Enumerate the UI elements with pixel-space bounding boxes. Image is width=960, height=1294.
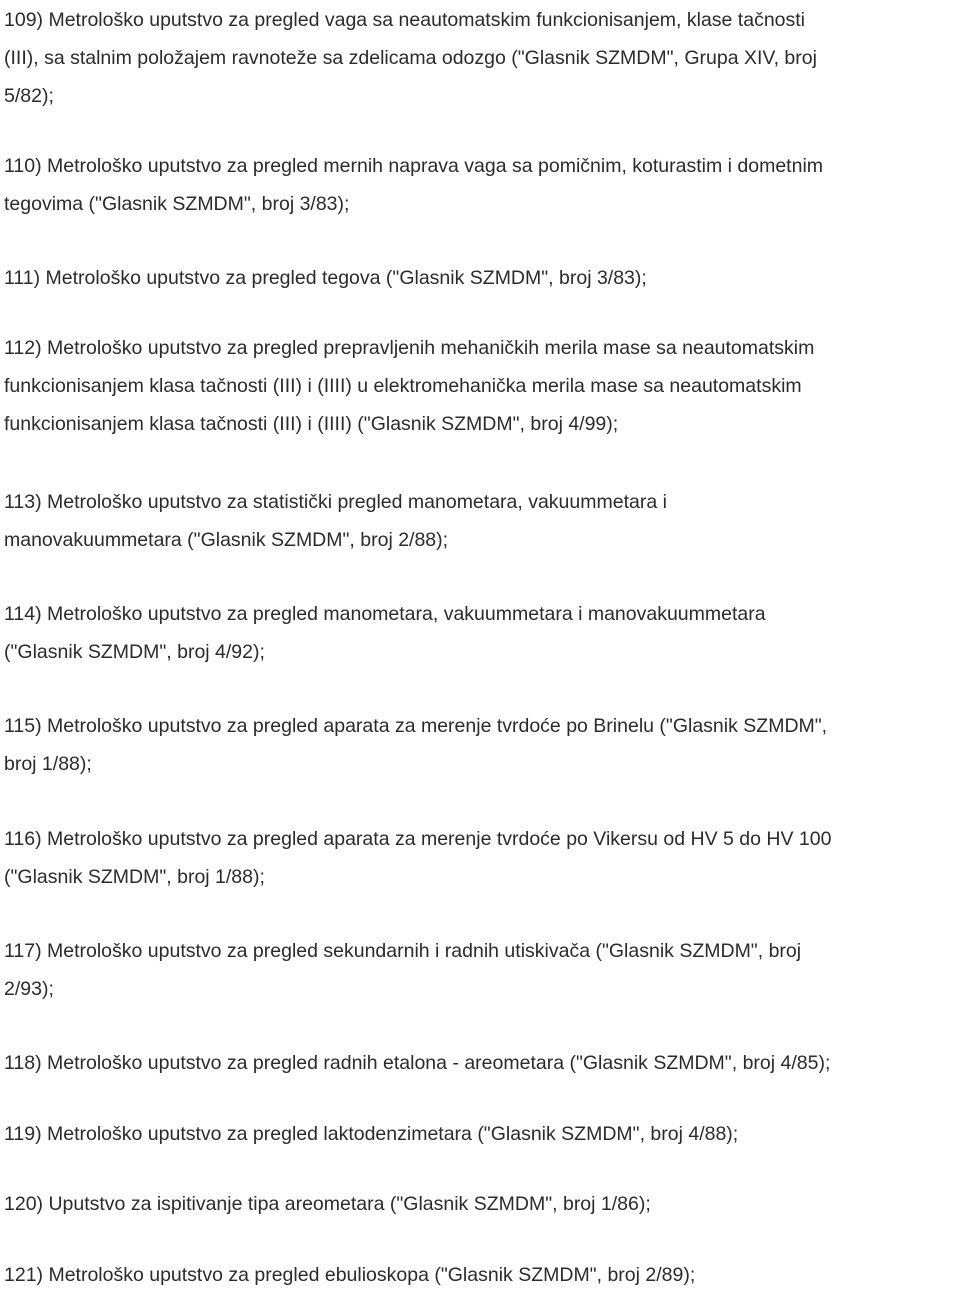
list-item-line: 118) Metrološko uputstvo za pregled radnih etalona - areometara ("Glasnik SZMDM", broj 4/85); — [4, 1052, 831, 1074]
list-item-line: 120) Uputstvo za ispitivanje tipa areometara ("Glasnik SZMDM", broj 1/86); — [4, 1193, 651, 1215]
list-item-line: funkcionisanjem klasa tačnosti (III) i (IIII) u elektromehanička merila mase sa neautomatskim — [4, 375, 802, 397]
list-item-line: funkcionisanjem klasa tačnosti (III) i (IIII) ("Glasnik SZMDM", broj 4/99); — [4, 413, 619, 435]
list-item-line: ("Glasnik SZMDM", broj 1/88); — [4, 866, 265, 888]
list-item-line: ("Glasnik SZMDM", broj 4/92); — [4, 641, 265, 663]
list-item-line: 2/93); — [4, 978, 54, 1000]
list-item — [4, 595, 960, 671]
list-item — [4, 259, 960, 297]
list-item — [4, 147, 960, 223]
list-item — [4, 1185, 960, 1223]
list-item-line: 113) Metrološko uputstvo za statistički pregled manometara, vakuummetara i — [4, 491, 667, 513]
list-item — [4, 932, 960, 1008]
list-item-line: 109) Metrološko uputstvo za pregled vaga sa neautomatskim funkcionisanjem, klase tačnosti — [4, 9, 806, 31]
list-item-line: 115) Metrološko uputstvo za pregled aparata za merenje tvrdoće po Brinelu ("Glasnik SZMDM", — [4, 715, 828, 737]
list-item — [4, 329, 960, 443]
list-item-line: 119) Metrološko uputstvo za pregled laktodenzimetara ("Glasnik SZMDM", broj 4/88); — [4, 1123, 739, 1145]
list-item-line: 110) Metrološko uputstvo za pregled mernih naprava vaga sa pomičnim, koturastim i dometnim — [4, 155, 824, 177]
list-item — [4, 1044, 960, 1082]
list-item-line: broj 1/88); — [4, 753, 92, 775]
list-item — [4, 1, 960, 115]
list-item-line: 114) Metrološko uputstvo za pregled manometara, vakuummetara i manovakuummetara — [4, 603, 766, 625]
list-item-line: 121) Metrološko uputstvo za pregled ebulioskopa ("Glasnik SZMDM", broj 2/89); — [4, 1264, 696, 1286]
list-item — [4, 1115, 960, 1153]
list-item-line: 116) Metrološko uputstvo za pregled aparata za merenje tvrdoće po Vikersu od HV 5 do HV 100 — [4, 828, 832, 850]
list-item-line: 117) Metrološko uputstvo za pregled sekundarnih i radnih utiskivača ("Glasnik SZMDM", broj — [4, 940, 802, 962]
list-item-line: 112) Metrološko uputstvo za pregled prepravljenih mehaničkih merila mase sa neautomatskim — [4, 337, 815, 359]
list-item-line: 5/82); — [4, 85, 54, 107]
list-item — [4, 483, 960, 559]
list-item — [4, 1256, 960, 1294]
list-item — [4, 707, 960, 783]
list-item-line: manovakuummetara ("Glasnik SZMDM", broj 2/88); — [4, 529, 449, 551]
list-item-line: 111) Metrološko uputstvo za pregled tegova ("Glasnik SZMDM", broj 3/83); — [4, 267, 647, 289]
list-item-line: tegovima ("Glasnik SZMDM", broj 3/83); — [4, 193, 350, 215]
list-item-line: (III), sa stalnim položajem ravnoteže sa zdelicama odozgo ("Glasnik SZMDM", Grupa XIV, broj — [4, 47, 817, 69]
list-item — [4, 820, 960, 896]
